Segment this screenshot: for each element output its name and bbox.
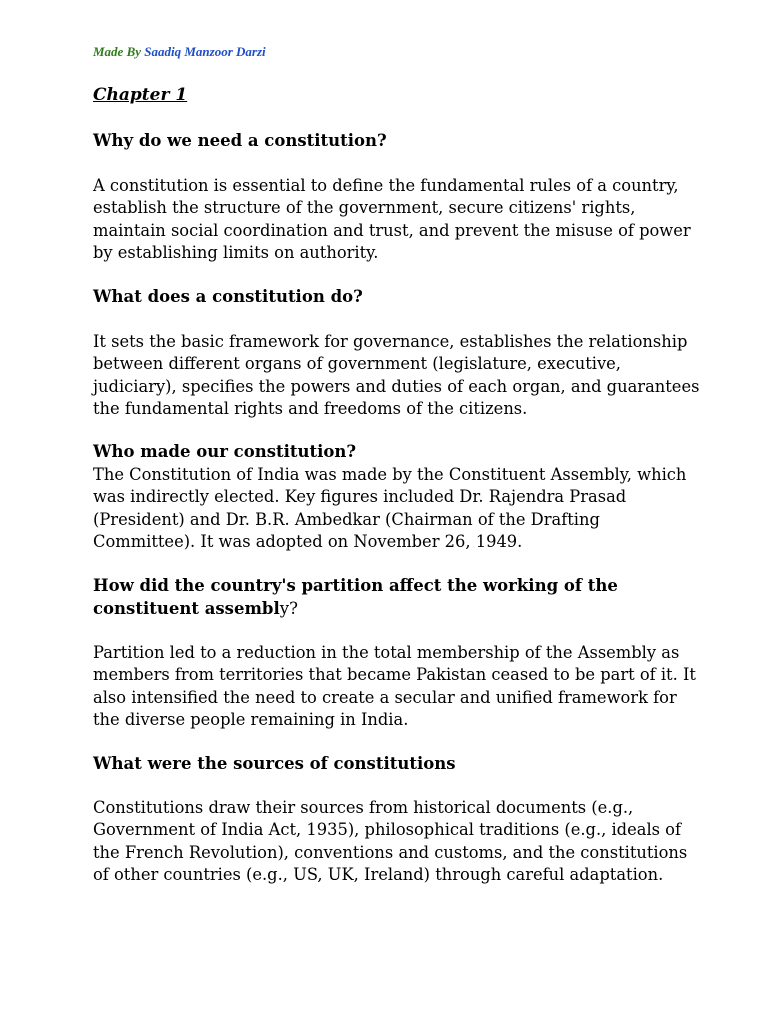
answer-paragraph xyxy=(93,797,687,886)
question-heading: What were the sources of constitutions xyxy=(93,754,456,773)
text-line: members from territories that became Pakistan ceased to be part of it. It xyxy=(93,665,696,685)
answer-paragraph xyxy=(93,331,699,420)
text-line: Committee). It was adopted on November 26, 1949. xyxy=(93,531,523,551)
text-line: It sets the basic framework for governance, establishes the relationship xyxy=(93,332,688,351)
text-line: maintain social coordination and trust, and prevent the misuse of power xyxy=(93,220,691,240)
text-line: of other countries (e.g., US, UK, Ireland) through careful adaptation. xyxy=(93,864,664,884)
answer-paragraph xyxy=(93,175,691,264)
text-line: The Constitution of India was made by the Constituent Assembly, which xyxy=(93,465,687,484)
text-line: Government of India Act, 1935), philosophical traditions (e.g., ideals of xyxy=(93,820,682,840)
question-heading xyxy=(93,575,618,620)
question-tail: y? xyxy=(279,598,298,618)
text-line: between different organs of government (legislature, executive, xyxy=(93,354,621,374)
question-line: How did the country's partition affect the working of the xyxy=(93,576,618,595)
question-heading: What does a constitution do? xyxy=(93,287,363,306)
text-line: by establishing limits on authority. xyxy=(93,242,379,262)
text-line: A constitution is essential to define the fundamental rules of a country, xyxy=(93,176,679,195)
text-line: Partition led to a reduction in the total membership of the Assembly as xyxy=(93,643,680,662)
question-heading: Why do we need a constitution? xyxy=(93,131,387,150)
text-line: the French Revolution), conventions and customs, and the constitutions xyxy=(93,842,688,862)
chapter-title: Chapter 1 xyxy=(93,85,188,105)
question-heading: Who made our constitution? xyxy=(93,442,357,461)
text-line: also intensified the need to create a secular and unified framework for xyxy=(93,687,677,707)
text-line: establish the structure of the government, secure citizens' rights, xyxy=(93,198,636,218)
text-line: (President) and Dr. B.R. Ambedkar (Chairman of the Drafting xyxy=(93,509,600,529)
author-credit xyxy=(93,44,266,60)
answer-paragraph xyxy=(93,464,686,553)
text-line: was indirectly elected. Key figures included Dr. Rajendra Prasad xyxy=(93,487,627,507)
question-line: constituent assembl xyxy=(93,598,280,618)
text-line: the fundamental rights and freedoms of the citizens. xyxy=(93,398,528,418)
text-line: Constitutions draw their sources from historical documents (e.g., xyxy=(93,798,634,817)
answer-paragraph xyxy=(93,642,696,731)
made-by-label: Made By xyxy=(93,44,142,59)
author-name: Saadiq Manzoor Darzi xyxy=(144,44,266,59)
text-line: judiciary), specifies the powers and duties of each organ, and guarantees xyxy=(93,376,700,396)
text-line: the diverse people remaining in India. xyxy=(93,709,409,729)
